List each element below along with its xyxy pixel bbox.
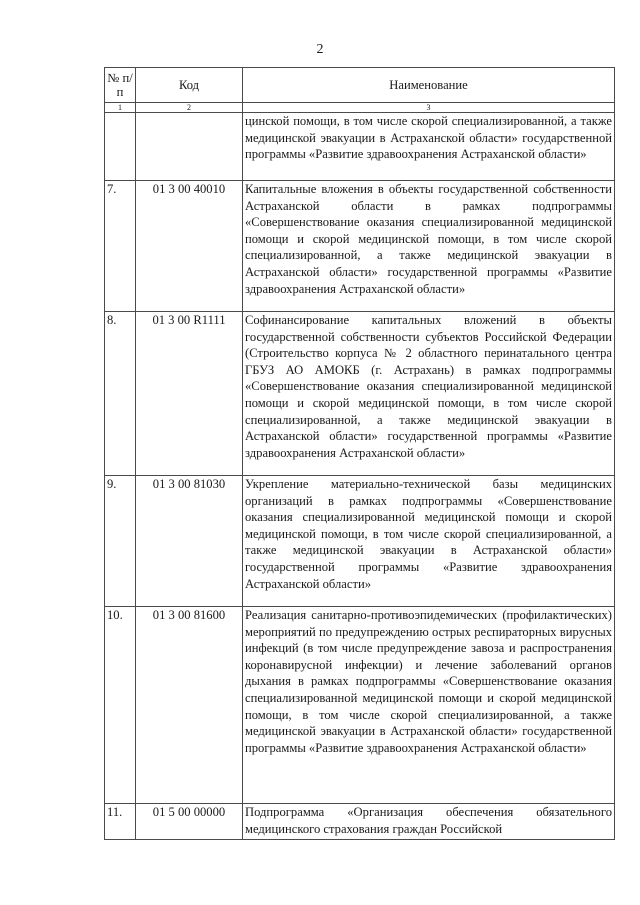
row-number: 11. bbox=[105, 804, 136, 840]
column-index-row bbox=[105, 103, 615, 113]
table-row bbox=[105, 804, 615, 840]
column-index: 2 bbox=[136, 103, 243, 113]
row-name: Подпрограмма «Организация обеспечения обязательного медицинского страхования граждан Российской bbox=[243, 804, 615, 840]
row-name: цинской помощи, в том числе скорой специализированной, а также медицинской эвакуации в Астраханской области» государственной программы «Развитие здравоохранения Астраханской области» bbox=[243, 113, 615, 181]
table-row bbox=[105, 607, 615, 804]
column-index: 3 bbox=[243, 103, 615, 113]
table-header-row bbox=[105, 68, 615, 103]
row-number: 10. bbox=[105, 607, 136, 804]
budget-classification-table bbox=[104, 67, 615, 840]
column-index: 1 bbox=[105, 103, 136, 113]
header-num: № п/п bbox=[105, 68, 136, 103]
row-number: 8. bbox=[105, 312, 136, 476]
row-code bbox=[136, 113, 243, 181]
row-name: Софинансирование капитальных вложений в объекты государственной собственности субъектов Российской Федерации (Строительство корпуса № 2 областного перинатального центра ГБУЗ АО АМОКБ (г. Астрахань) в рамках подпрограммы «Совершенствование оказания специализированной медицинской помощи и скорой медицинской помощи, в том числе скорой специализированной, а также медицинской эвакуации в Астраханской области» государственной программы «Развитие здравоохранения Астраханской области» bbox=[243, 312, 615, 476]
row-name: Укрепление материально-технической базы медицинских организаций в рамках подпрограммы «Совершенствование оказания специализированной медицинской помощи и скорой медицинской помощи, в том числе скорой специализированной, а также медицинской эвакуации в Астраханской области» государственной программы «Развитие здравоохранения Астраханской области» bbox=[243, 476, 615, 607]
row-code: 01 3 00 81030 bbox=[136, 476, 243, 607]
page-number: 2 bbox=[316, 42, 324, 57]
table-row bbox=[105, 476, 615, 607]
row-name: Капитальные вложения в объекты государственной собственности Астраханской области в рамках подпрограммы «Совершенствование оказания специализированной медицинской помощи и скорой медицинской помощи, в том числе скорой специализированной, а также медицинской эвакуации в Астраханской области» государственной программы «Развитие здравоохранения Астраханской области» bbox=[243, 181, 615, 312]
row-number: 7. bbox=[105, 181, 136, 312]
row-number bbox=[105, 113, 136, 181]
table-row bbox=[105, 312, 615, 476]
row-number: 9. bbox=[105, 476, 136, 607]
table-row bbox=[105, 113, 615, 181]
row-name: Реализация санитарно-противоэпидемических (профилактических) мероприятий по предупреждению острых респираторных вирусных инфекций (в том числе предупреждение завоза и распространения коронавирусной инфекции) и лечение заболеваний органов дыхания в рамках подпрограммы «Совершенствование оказания специализированной медицинской помощи и скорой медицинской помощи, в том числе скорой специализированной, а также медицинской эвакуации в Астраханской области» государственной программы «Развитие здравоохранения Астраханской области» bbox=[243, 607, 615, 804]
table-row bbox=[105, 181, 615, 312]
row-code: 01 5 00 00000 bbox=[136, 804, 243, 840]
header-name: Наименование bbox=[243, 68, 615, 103]
header-code: Код bbox=[136, 68, 243, 103]
row-code: 01 3 00 81600 bbox=[136, 607, 243, 804]
row-code: 01 3 00 40010 bbox=[136, 181, 243, 312]
row-code: 01 3 00 R1111 bbox=[136, 312, 243, 476]
